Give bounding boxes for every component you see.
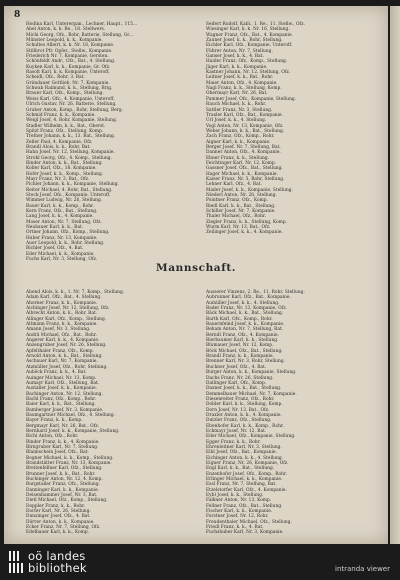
directory-entry: Auinger Michael, Nr. 13, Komp. xyxy=(26,375,97,381)
directory-entry: Falkner Anton, Nr. 13, Komp. xyxy=(206,498,272,504)
directory-entry: Blaimschein Josef, Ofz., Bat. xyxy=(26,450,89,456)
directory-entry: Zeller Paul, 4. Kompanie, Ofz. xyxy=(26,139,93,145)
directory-entry: Bachinger Anton, Nr. 12, Stellung. xyxy=(26,391,104,397)
directory-entry: Ortner Johann, Ofz., Komp., Stellung. xyxy=(26,230,110,236)
directory-entry: Pointner Franz, Ofz., Komp. xyxy=(206,198,268,204)
directory-entry: Bierbaumer Karl, k. k., Stellung. xyxy=(206,338,279,344)
directory-entry: Lang Josef, k. k., 4. Kompanie. xyxy=(26,214,94,220)
directory-entry: Binder Anton, k. k., Bat., Stellung. xyxy=(26,160,103,166)
directory-entry: Anzengruber Josef, Nr. 26, Stellung. xyxy=(26,343,107,349)
scanned-page xyxy=(4,6,388,544)
directory-entry: Eibl Josef, Ofz., Bat., Kompanie. xyxy=(206,450,278,456)
directory-entry: Huber Franz, Nr. 13, Kompanie. xyxy=(26,235,98,241)
directory-entry: Wiesinger Karl, k. k. Nr. 16, Stellung. xyxy=(206,27,290,33)
directory-entry: Baumgartner Michael, Ofz., 4. Stellung. xyxy=(26,412,116,418)
directory-entry: Böck Michael, Ofz., Bat., Stellung. xyxy=(206,348,283,354)
directory-entry: Daxner Josef, k. k., Bat., Stellung. xyxy=(206,386,282,392)
directory-entry: Moser Anton, Nr. 7, Stellung, Ofz. xyxy=(26,219,102,225)
directory-entry: Ecker Franz, Nr. 7, Stellung, Ofz. xyxy=(26,525,101,531)
directory-entry: Brandstätter Franz, Nr. 13, Kompanie. xyxy=(26,461,112,466)
directory-entry: Bogner Michael, k. k., Komp., Stellung. xyxy=(26,455,114,461)
directory-entry: Dachs Franz, Nr. 26, Stellung. xyxy=(206,375,274,381)
directory-entry: Trefner Johann, k. k., 13. Bat., Stellung. xyxy=(26,134,116,140)
directory-entry: Kuyken Karl, k. k., Kompanie, Gr. Ofz. xyxy=(26,64,111,70)
directory-entry: Eder Michael, Ofz., Kompanie, Stellung. xyxy=(206,434,296,440)
directory-entry: Ulrich Gustav, Nr. 26, Batterie, Stellung. xyxy=(26,102,117,108)
directory-entry: Altmann Franz, k. k., Kompanie. xyxy=(26,322,98,328)
directory-entry: Mayr Franz, Nr. 3, Bat., Ofz. xyxy=(26,176,90,182)
section-heading: Mannschaft. xyxy=(155,262,237,274)
directory-entry: Obermayr Karl, Nr. 26, Bat. xyxy=(206,91,268,97)
directory-entry: Ebenhofer Karl, k. k., Komp., Rohr. xyxy=(206,423,284,429)
directory-entry: Leitner Josef, k. k., Bat., Rohr. xyxy=(206,75,274,81)
directory-entry: Wimmer Ludwig, Nr. 26, Stellung. xyxy=(26,198,103,204)
directory-entry: Breitenfellner Karl, Ofz., Stellung. xyxy=(26,466,103,472)
directory-entry: Gassner Josef, Ofz., Bat., Stellung. xyxy=(206,166,283,172)
directory-entry: Brauer Karl, Ofz., Komp., Stellung. xyxy=(26,91,104,97)
directory-entry: Fellner Franz, Ofz., Bat., Stellung. xyxy=(206,503,283,509)
directory-entry: Eichinger Anton, k. k., 4. Stellung. xyxy=(206,455,284,461)
directory-entry: Fuchshuber Karl, Nr. 3, Kompanie. xyxy=(206,530,284,536)
directory-entry: Brandl Alois, k. k., Rohr, Bat. xyxy=(26,144,91,150)
directory-entry: Riedl Karl, k. k., Bat., Stellung. xyxy=(206,203,276,209)
directory-entry: Aumüller Josef, k. k., 4. Stellung. xyxy=(206,300,280,306)
directory-entry: Nagl Franz, k. k., Stellung, Komp. xyxy=(206,86,282,92)
directory-entry: Brunner Josef, k. k., Bat., Rohr. xyxy=(26,471,96,477)
directory-entry: Friedl Franz, k. k., 4. Bat. xyxy=(206,525,264,531)
directory-entry: Etzelstorfer Karl, Ofz., 4. Kompanie. xyxy=(206,487,288,493)
directory-entry: Jäger Karl, k. k., Kompanie. xyxy=(206,64,268,70)
directory-entry: Kaiser Franz, Nr. 3, Rohr, Stellung. xyxy=(206,176,285,182)
directory-entry: Binder Franz, k. k., 4. Kompanie. xyxy=(26,439,100,445)
directory-entry: Kastner Johann, Nr. 12, Stellung, Ofz. xyxy=(206,70,291,76)
directory-entry: Maier Anton, Ofz., 4. Kompanie. xyxy=(206,80,278,86)
viewer-name: intranda viewer xyxy=(335,565,390,573)
directory-entry: Berger Josef, Nr. 7, Stellung, Bat. xyxy=(206,144,281,150)
next-page-edge[interactable] xyxy=(390,6,400,544)
directory-entry: Bachl Franz, Ofz., Komp., Rohr. xyxy=(26,396,97,402)
directory-entry: Scheidl, Ofz., Rohr, 3. Bat. xyxy=(26,75,85,81)
directory-entry: Seifert Rudolf, Kabl., 1. Re., 11. Stellw., Ofz. xyxy=(206,22,305,27)
directory-entry: Ebner Franz, k. k., Stellung. xyxy=(206,155,270,161)
directory-entry: Zauner Josef, k. k., Rohr, Stellung. xyxy=(206,38,283,44)
directory-entry: Egger Franz, k. k., Rohr. xyxy=(206,439,261,445)
directory-entry: Fischer Karl, k. k., Kompanie. xyxy=(206,509,273,515)
directory-entry: Demmelbauer Michael, Nr. 7, Kompanie. xyxy=(206,391,297,397)
directory-entry: Michi Georg, Ofz., Rohr, Batterie, Stellung, Gr... xyxy=(26,32,134,38)
directory-entry: Sattler Franz, Nr. 3, Stellung. xyxy=(206,107,273,113)
directory-entry: Abend Alois, k. k., 1. Nr. 7, Komp., Stellung. xyxy=(26,290,125,295)
directory-entry: Kern Franz, Ofz., Bat., Stellung. xyxy=(26,209,98,215)
directory-entry: Apfelthaler Franz, Ofz., Komp. xyxy=(26,348,94,354)
directory-entry: Schmid Franz, k. k., Kompanie. xyxy=(26,112,96,118)
directory-entry: Schultes Albert, k. k. Nr. 16, Kompanie. xyxy=(26,43,115,49)
directory-entry: Ahorner Franz, k. k., Kompanie. xyxy=(26,300,98,306)
directory-entry: Thaler Michael, Ofz., Rohr. xyxy=(206,214,267,220)
directory-entry: Eichler Karl, Ofz., Kompanie, Unteroff. xyxy=(206,43,293,49)
directory-entry: Dobler Karl, k. k., Stellung, Komp. xyxy=(206,402,283,408)
directory-entry: Fuchs Karl, Nr. 3, Stellung, Ofz. xyxy=(26,257,98,263)
directory-entry: Brenner Karl, Nr. 3, Rohr, Stellung. xyxy=(206,359,286,365)
directory-entry: Gründauer Gottlieb, Nr. 7, Kompanie. xyxy=(26,80,110,86)
directory-entry: Auer Leopold, k. k., Rohr, Stellung. xyxy=(26,241,105,247)
directory-entry: Dietl Michael, Ofz., Komp., Stellung. xyxy=(26,498,108,504)
directory-entry: Auböck Franz, k. k., 4. Bat. xyxy=(26,370,87,376)
directory-entry: Eder Michael, k. k., Kompanie. xyxy=(26,251,95,257)
directory-entry: Aubrunner Karl, Ofz., Bat., Kompanie. xyxy=(206,295,291,301)
directory-entry: Url Josef, k. k., 4. Stellung. xyxy=(206,118,267,124)
directory-entry: Dallinger Karl, Ofz., Komp. xyxy=(206,380,267,386)
directory-entry: Blumauer Josef, Nr. 12, Komp. xyxy=(206,343,274,349)
directory-entry: Feichtinger Karl, Nr. 12, Komp. xyxy=(206,160,277,166)
directory-entry: Niederl Anton, Nr. 26, Stellung. xyxy=(206,193,277,198)
directory-entry: Erlinger Michael, k. k., Kompanie. xyxy=(206,477,283,483)
directory-entry: Bauer Karl, k. k., Komp., Rohr. xyxy=(26,203,95,209)
logo-line-1: oö landes xyxy=(28,549,86,563)
directory-entry: Barth Karl, Ofz., Komp., Rohr. xyxy=(206,316,273,322)
directory-entry: Deisenhammer Josef, Nr. 3, Bat. xyxy=(26,493,98,499)
directory-entry: Abel Anton, k. k. Re., 18. Stellwers. xyxy=(26,27,106,33)
directory-entry: Hofer Josef, k. k., Komp., Stellung. xyxy=(26,171,104,177)
library-logo[interactable] xyxy=(8,548,87,576)
directory-entry: Bergmayr Karl, Nr. 26, Bat., Ofz. xyxy=(26,423,100,429)
directory-entry: Ganser Josef, k. k., 4. Bat. xyxy=(206,54,264,60)
directory-entry: Aschauer Karl, Nr. 7, Kompanie. xyxy=(26,359,98,365)
directory-entry: Zeilinger Josef, k. k., 4. Kompanie. xyxy=(206,230,283,236)
directory-entry: Dutzler Franz, Ofz., Stellung. xyxy=(206,418,272,424)
directory-entry: Baier Karl, k. k., Bat., Stellung. xyxy=(26,402,96,408)
directory-entry: Ziegler Franz, k. k., Stellung, Komp. xyxy=(206,219,288,225)
directory-entry: Neubauer Karl, k. k., Bat. xyxy=(26,225,84,231)
directory-entry: Dorfer Karl, Nr. 26, Stellung. xyxy=(26,509,91,515)
directory-entry: Rasolt Karl, k. k. Kompanie, Unteroff. xyxy=(26,70,110,76)
directory-entry: Traxler Karl, Ofz., Bat., Kompanie. xyxy=(206,112,284,118)
directory-entry: Mader Josef, k. k., Kompanie, Stellung. xyxy=(206,187,293,193)
directory-entry: Gruber Anton, Komp., Rohr, Stellung, Berg. xyxy=(26,107,124,113)
directory-entry: Pammer Josef, Ofz., Kompanie, Stellung. xyxy=(206,96,297,102)
directory-entry: Bichler Josef, Ofz., 4. Bat. xyxy=(26,246,84,252)
ooe-landesbibliothek-logo-icon xyxy=(8,548,24,576)
directory-entry: Birngruber Karl, Nr. 7, Stellung. xyxy=(26,444,99,450)
directory-entry: Dunzinger Josef, Ofz., 4. Bat. xyxy=(26,514,91,520)
directory-entry: Aigner Karl, k. k., Kompanie. xyxy=(206,139,271,145)
directory-entry: Münster Leopold, k. k., Kompanie. xyxy=(26,38,103,44)
directory-entry: Spitzl Franz, Ofz., Stellung, Komp. xyxy=(26,128,104,134)
directory-entry: Freudenthaler Michael, Ofz., Stellung. xyxy=(206,519,292,525)
directory-entry: Rauch Michael, k. k., Rohr. xyxy=(206,102,267,108)
directory-entry: Bäck Michael, k. k., Bat., Stellung. xyxy=(206,311,284,317)
directory-entry: Haider Franz, Ofz., Komp., Stellung. xyxy=(206,59,288,65)
directory-entry: Schiller Josef, Nr. 7, Kompanie. xyxy=(206,209,276,215)
directory-entry: Bamberger Josef, Nr. 3, Kompanie. xyxy=(26,407,104,413)
entries-column-bottom-left xyxy=(26,290,196,542)
directory-entry: Diesenreiter Franz, Ofz., Rohr. xyxy=(206,396,275,402)
directory-entry: Buchinger Anton, Nr. 12, 4. Komp. xyxy=(26,477,103,483)
directory-entry: Stadler Wilhelm, k. k., Bat., Oberst. xyxy=(26,123,106,129)
directory-entry: Ausserer Vinzenz, 2. Re., 11. Rohr, Stellung. xyxy=(206,290,305,295)
directory-entry: Burgstaller Franz, Ofz., Stellung. xyxy=(26,482,101,488)
directory-entry: Angerer Karl, k. k., 4. Kompanie. xyxy=(26,338,100,344)
directory-entry: Hahn Josef, Nr. 12, Stellung, Kompanie. xyxy=(26,150,115,156)
directory-entry: Adam Karl, Ofz., Bat., 4. Stellung. xyxy=(26,295,102,301)
directory-entry: Aichinger Josef, Nr. 12, Stellung, Ofz. xyxy=(26,306,110,312)
directory-entry: Strobl Georg, Ofz., 4. Komp., Stellung. xyxy=(26,155,113,161)
directory-entry: Pichler Johann, k. k., Kompanie, Stellung. xyxy=(26,182,119,188)
directory-entry: Bader Franz, Nr. 13, Kompanie, Ofz. xyxy=(206,306,288,312)
directory-entry: Forstner Josef, Nr. 12, Rohr. xyxy=(206,514,269,520)
directory-entry: Doppler Franz, k. k., Rohr. xyxy=(26,503,86,509)
directory-entry: Danninger Karl, k. k., Kompanie. xyxy=(26,487,100,493)
directory-entry: Beham Anton, Nr. 7, Stellung, Bat. xyxy=(206,327,284,333)
page-number: 8 xyxy=(14,10,21,20)
directory-entry: Berndl Franz, Ofz., 4. Kompanie. xyxy=(206,332,280,338)
directory-entry: Amann Josef, Nr. 3, Stellung. xyxy=(26,327,91,333)
directory-entry: Brandl Franz, k. k., Kompanie. xyxy=(206,354,275,360)
directory-entry: Draxler Anton, k. k., 4. Kompanie. xyxy=(206,412,282,418)
directory-entry: Weiss Karl, Ofz., 4. Kompanie, Unteroff. xyxy=(26,96,115,102)
directory-entry: Bayer Franz, k. k., Komp. xyxy=(26,418,83,424)
directory-entry: Ehrenleitner Karl, Nr. 3, Stellung. xyxy=(206,444,282,450)
directory-entry: Weber Johann, k. k., Bat., Stellung. xyxy=(206,128,285,134)
directory-entry: Edelbauer Karl, k. k., Komp. xyxy=(26,530,90,536)
directory-entry: Essl Franz, Nr. 7, Stellung, Bat. xyxy=(206,482,277,488)
directory-entry: Austaller Josef, k. k., Kompanie. xyxy=(26,386,98,392)
directory-entry: Dorn Josef, Nr. 13, Bat., Ofz. xyxy=(206,407,270,413)
directory-entry: Aumayr Karl, Ofz., Stellung, Bat. xyxy=(26,380,100,386)
directory-entry: Zach Franz, Ofz., Komp., Rohr. xyxy=(206,134,275,140)
directory-entry: Schwab Raimund, k. k., Stellung, Brig. xyxy=(26,86,113,92)
directory-entry: Buchner Josef, Ofz., 4. Bat. xyxy=(206,364,267,370)
directory-entry: Führer Anton, Nr. 7, Stellung. xyxy=(206,48,273,54)
directory-entry: Bichl Anton, Ofz., Rohr. xyxy=(26,434,79,440)
directory-entry: Dürrer Anton, k. k., Kompanie. xyxy=(26,519,95,525)
directory-entry: Bernhard Josef, k. k., Kompanie, Stellung. xyxy=(26,428,120,434)
directory-entry: Eigner Franz, Nr. 26, Kompanie, Ofz. xyxy=(206,461,289,466)
directory-entry: Koller Karl, Ofz., 18. Kompanie. xyxy=(26,166,97,172)
directory-entry: Stock Josef, Ofz., Kompanie, Unteroff. xyxy=(26,193,111,198)
directory-entry: Burger Anton, k. k., Kompanie, Stellung. xyxy=(206,370,297,376)
directory-entry: Arnold Anton, k. k., Bat., Stellung. xyxy=(26,354,103,360)
directory-entry: Enzenhofer Josef, Ofz., Komp., Rohr. xyxy=(206,471,288,477)
library-logo-text xyxy=(28,550,87,574)
directory-entry: Vogl Anton, Nr. 13, Kompanie, Ofz. xyxy=(206,123,284,129)
directory-entry: Wagner Franz, Ofz., Bat., 4. Kompanie. xyxy=(206,32,293,38)
directory-entry: Hodina Karl, Untererpan., Lechner, Haupt., 115... xyxy=(26,22,138,27)
directory-entry: Stillbrot Pfr. Opfer., Stellw., Kompanie. xyxy=(26,48,113,54)
directory-entry: Friederich Nr. 7, Kompanie, Gersten. xyxy=(26,54,109,60)
directory-entry: Lehner Karl, Ofz., 4. Bat. xyxy=(206,182,262,188)
directory-entry: Allinger Karl, Ofz., Komp., Stellung. xyxy=(26,316,107,322)
directory-entry: Eckmayr Josef, Nr. 12, Bat. xyxy=(206,428,267,434)
logo-line-2: bibliothek xyxy=(28,561,87,575)
directory-entry: Andrä Michael, Ofz., Bat., Rohr. xyxy=(26,332,97,338)
directory-entry: Weigl Josef, 4. Rohr, Kompanie, Stellung. xyxy=(26,118,118,124)
directory-entry: Engl Karl, k. k., Bat., Stellung. xyxy=(206,466,275,472)
directory-entry: Bauernfeind Josef, k. k., Kompanie. xyxy=(206,322,285,328)
entries-column-bottom-right xyxy=(206,290,382,542)
directory-entry: Wurm Karl, Nr. 13, Bat., Ofz. xyxy=(206,225,271,231)
viewer-footer xyxy=(0,546,400,580)
directory-entry: Hager Michael, k. k., Kompanie. xyxy=(206,171,278,177)
directory-entry: Atzmüller Josef, Ofz., Rohr, Stellung. xyxy=(26,364,108,370)
entries-column-top-left xyxy=(26,22,196,263)
directory-entry: Danner Anton, Ofz., 4. Kompanie. xyxy=(206,150,281,156)
directory-entry: Reiter Michael, 4. Rohr, Bat., Stellung. xyxy=(26,187,113,193)
directory-entry: Schönfeldt Andr., Ofz., Bat., 4. Stellung. xyxy=(26,59,116,65)
directory-entry: Albrecht Anton, k. k., Rohr, Bat. xyxy=(26,311,98,317)
directory-entry: Eybl Josef, k. k., Stellung. xyxy=(206,493,264,499)
entries-column-top-right xyxy=(206,22,382,254)
